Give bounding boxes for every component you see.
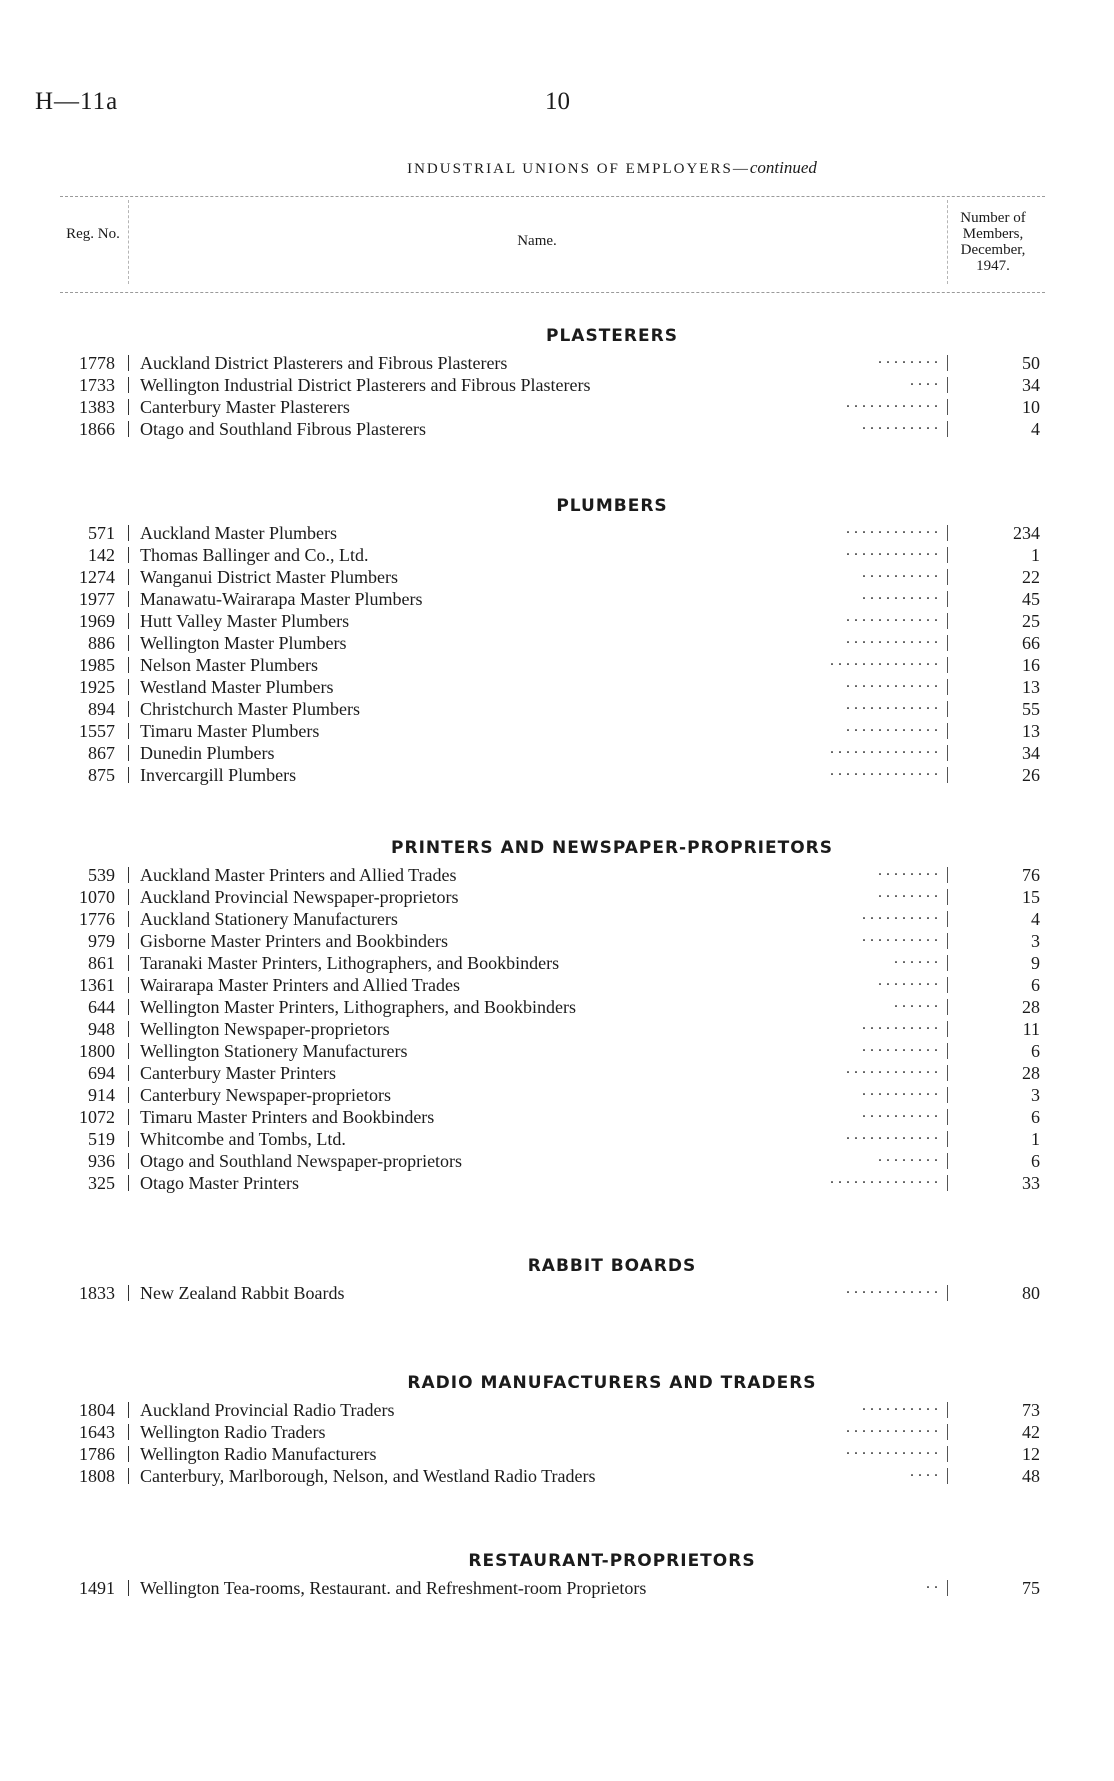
member-count: 3 — [1031, 931, 1040, 951]
member-count: 28 — [1022, 997, 1040, 1017]
column-divider — [947, 999, 948, 1015]
column-head-name: Name. — [517, 233, 557, 249]
column-divider — [947, 1424, 948, 1440]
column-divider — [128, 635, 129, 651]
column-head-reg: Reg. No. — [66, 226, 120, 242]
union-name: Taranaki Master Printers, Lithographers, and Bookbinders — [140, 953, 560, 973]
reg-number: 1643 — [79, 1422, 115, 1442]
leader-dots: . . . . . . . . . . — [862, 1397, 938, 1414]
leader-dots: . . . . . . . . — [878, 862, 938, 879]
union-name: Wellington Newspaper-proprietors — [140, 1019, 390, 1039]
leader-dots: . . . . . . . . . . . . — [846, 542, 938, 559]
table-row — [0, 418, 1114, 440]
column-divider — [947, 1131, 948, 1147]
member-count: 33 — [1022, 1173, 1040, 1193]
leader-dots: . . . . . . . . — [878, 1148, 938, 1165]
union-name: Auckland Stationery Manufacturers — [140, 909, 398, 929]
union-name: New Zealand Rabbit Boards — [140, 1283, 345, 1303]
reg-number: 1070 — [79, 887, 115, 907]
reg-number: 1985 — [79, 655, 115, 675]
page-number: 10 — [545, 88, 570, 115]
member-count: 6 — [1031, 1107, 1040, 1127]
union-name: Westland Master Plumbers — [140, 677, 334, 697]
column-divider — [128, 591, 129, 607]
reg-number: 571 — [88, 523, 115, 543]
table-row — [0, 764, 1114, 786]
union-name: Whitcombe and Tombs, Ltd. — [140, 1129, 346, 1149]
union-name: Canterbury Master Plasterers — [140, 397, 350, 417]
section-title: RESTAURANT-PROPRIETORS — [468, 1551, 756, 1571]
member-count: 12 — [1022, 1444, 1040, 1464]
member-count: 6 — [1031, 1151, 1040, 1171]
member-count: 4 — [1031, 419, 1040, 439]
column-divider — [128, 1065, 129, 1081]
column-head-members — [943, 204, 1043, 284]
member-count: 22 — [1022, 567, 1040, 587]
table-row — [0, 1282, 1114, 1304]
reg-number: 539 — [88, 865, 115, 885]
member-count: 42 — [1022, 1422, 1040, 1442]
column-divider — [128, 1580, 129, 1596]
column-divider — [947, 569, 948, 585]
leader-dots: . . . . . . . . . . . . . . — [830, 762, 938, 779]
column-divider — [947, 1580, 948, 1596]
reg-number: 979 — [88, 931, 115, 951]
leader-dots: . . . . . . . . . . . . — [846, 630, 938, 647]
column-divider — [128, 355, 129, 371]
union-name: Wanganui District Master Plumbers — [140, 567, 399, 587]
header-top-rule — [60, 196, 1045, 197]
column-divider — [128, 767, 129, 783]
member-count: 25 — [1022, 611, 1040, 631]
reg-number: 1925 — [79, 677, 115, 697]
leader-dots: . . . . . . . . . . — [862, 1038, 938, 1055]
reg-number: 948 — [88, 1019, 115, 1039]
column-divider — [128, 1402, 129, 1418]
reg-number: 867 — [88, 743, 115, 763]
header-bottom-rule — [60, 292, 1045, 293]
section — [0, 490, 1114, 786]
leader-dots: . . . . . . . . . . . . — [846, 1126, 938, 1143]
leader-dots: . . . . . . . . . . . . — [846, 1419, 938, 1436]
column-divider — [128, 867, 129, 883]
reg-number: 936 — [88, 1151, 115, 1171]
header-divider-right — [947, 200, 948, 284]
column-divider — [128, 1446, 129, 1462]
member-count: 55 — [1022, 699, 1040, 719]
reg-number: 1969 — [79, 611, 115, 631]
column-divider — [128, 911, 129, 927]
members-head-line2: Members, — [962, 226, 1024, 242]
union-name: Manawatu-Wairarapa Master Plumbers — [140, 589, 423, 609]
union-name: Wairarapa Master Printers and Allied Trades — [140, 975, 460, 995]
column-divider — [128, 547, 129, 563]
member-count: 80 — [1022, 1283, 1040, 1303]
column-divider — [947, 867, 948, 883]
reg-number: 861 — [88, 953, 115, 973]
section-title: PRINTERS AND NEWSPAPER-PROPRIETORS — [391, 838, 833, 858]
column-divider — [947, 745, 948, 761]
column-divider — [947, 635, 948, 651]
union-name: Thomas Ballinger and Co., Ltd. — [140, 545, 369, 565]
member-count: 9 — [1031, 953, 1040, 973]
column-divider — [128, 889, 129, 905]
column-divider — [947, 679, 948, 695]
leader-dots: . . . . . . . . . . — [862, 586, 938, 603]
column-divider — [128, 399, 129, 415]
leader-dots: . . . . . . . . . . . . . . — [830, 1170, 938, 1187]
column-divider — [947, 355, 948, 371]
column-divider — [947, 1402, 948, 1418]
member-count: 28 — [1022, 1063, 1040, 1083]
section — [0, 320, 1114, 440]
union-name: Nelson Master Plumbers — [140, 655, 318, 675]
leader-dots: . . . . . . . . . . . . . . — [830, 740, 938, 757]
column-divider — [947, 399, 948, 415]
union-name: Auckland District Plasterers and Fibrous Plasterers — [140, 353, 508, 373]
title-caps: INDUSTRIAL UNIONS OF EMPLOYERS— — [407, 161, 750, 177]
column-divider — [128, 1153, 129, 1169]
column-divider — [947, 977, 948, 993]
leader-dots: . . . . — [910, 372, 938, 389]
reg-number: 325 — [88, 1173, 115, 1193]
reg-number: 1804 — [79, 1400, 115, 1420]
reg-number: 1361 — [79, 975, 115, 995]
column-divider — [128, 723, 129, 739]
members-head-line4: 1947. — [976, 258, 1010, 274]
column-divider — [128, 613, 129, 629]
leader-dots: . . . . — [910, 1463, 938, 1480]
member-count: 234 — [1013, 523, 1040, 543]
leader-dots: . . . . . . — [894, 994, 938, 1011]
union-name: Otago and Southland Fibrous Plasterers — [140, 419, 426, 439]
reg-number: 1733 — [79, 375, 115, 395]
column-divider — [947, 1153, 948, 1169]
reg-number: 644 — [88, 997, 115, 1017]
leader-dots: . . . . . . . . . . . . — [846, 1441, 938, 1458]
column-divider — [947, 889, 948, 905]
leader-dots: . . . . . . . . . . . . — [846, 674, 938, 691]
column-divider — [947, 911, 948, 927]
union-name: Wellington Master Plumbers — [140, 633, 347, 653]
union-name: Invercargill Plumbers — [140, 765, 297, 785]
column-divider — [128, 1424, 129, 1440]
member-count: 10 — [1022, 397, 1040, 417]
column-divider — [128, 1043, 129, 1059]
reg-number: 1800 — [79, 1041, 115, 1061]
column-divider — [128, 1021, 129, 1037]
section-title: PLASTERERS — [546, 326, 678, 346]
reg-number: 1383 — [79, 397, 115, 417]
column-divider — [947, 1446, 948, 1462]
reg-number: 1776 — [79, 909, 115, 929]
column-divider — [947, 1021, 948, 1037]
leader-dots: . . . . . . . . . . — [862, 564, 938, 581]
column-divider — [128, 701, 129, 717]
leader-dots: . . . . . . . . — [878, 884, 938, 901]
union-name: Timaru Master Printers and Bookbinders — [140, 1107, 435, 1127]
union-name: Dunedin Plumbers — [140, 743, 275, 763]
leader-dots: . . . . . . . . . . . . — [846, 1280, 938, 1297]
column-divider — [128, 525, 129, 541]
union-name: Wellington Tea-rooms, Restaurant. and Refreshment-room Proprietors — [140, 1578, 647, 1598]
members-head-line1: Number of — [960, 210, 1026, 226]
column-divider — [947, 547, 948, 563]
section-title: RABBIT BOARDS — [527, 1256, 697, 1276]
column-divider — [128, 1131, 129, 1147]
column-divider — [128, 745, 129, 761]
column-divider — [128, 999, 129, 1015]
member-count: 66 — [1022, 633, 1040, 653]
column-divider — [947, 933, 948, 949]
column-divider — [128, 1468, 129, 1484]
reg-number: 1866 — [79, 419, 115, 439]
column-divider — [947, 955, 948, 971]
reg-number: 1808 — [79, 1466, 115, 1486]
column-divider — [947, 657, 948, 673]
leader-dots: . . . . . . . . . . — [862, 1104, 938, 1121]
section-title: PLUMBERS — [556, 496, 668, 516]
column-divider — [128, 679, 129, 695]
column-divider — [947, 1285, 948, 1301]
column-divider — [128, 421, 129, 437]
leader-dots: . . . . . . . . — [878, 972, 938, 989]
column-divider — [947, 613, 948, 629]
union-name: Wellington Radio Traders — [140, 1422, 326, 1442]
title-italic: continued — [749, 158, 817, 177]
member-count: 15 — [1022, 887, 1040, 907]
leader-dots: . . . . . . . . . . — [862, 416, 938, 433]
reg-number: 694 — [88, 1063, 115, 1083]
leader-dots: . . — [926, 1575, 938, 1592]
column-divider — [128, 955, 129, 971]
union-name: Canterbury Newspaper-proprietors — [140, 1085, 392, 1105]
union-name: Wellington Radio Manufacturers — [140, 1444, 377, 1464]
member-count: 3 — [1031, 1085, 1040, 1105]
member-count: 11 — [1022, 1019, 1040, 1039]
leader-dots: . . . . . . . . . . — [862, 928, 938, 945]
reg-number: 1072 — [79, 1107, 115, 1127]
member-count: 4 — [1031, 909, 1040, 929]
union-name: Otago and Southland Newspaper-proprietors — [140, 1151, 463, 1171]
union-name: Wellington Industrial District Plasterers and Fibrous Plasterers — [140, 375, 591, 395]
member-count: 13 — [1022, 677, 1040, 697]
union-name: Canterbury Master Printers — [140, 1063, 336, 1083]
member-count: 76 — [1022, 865, 1040, 885]
leader-dots: . . . . . . . . . . . . — [846, 608, 938, 625]
union-name: Timaru Master Plumbers — [140, 721, 320, 741]
reg-number: 519 — [88, 1129, 115, 1149]
union-name: Hutt Valley Master Plumbers — [140, 611, 350, 631]
page-reference: H—11a — [35, 88, 119, 115]
member-count: 34 — [1022, 743, 1040, 763]
leader-dots: . . . . . . . . . . . . — [846, 718, 938, 735]
column-divider — [128, 377, 129, 393]
member-count: 34 — [1022, 375, 1040, 395]
header-divider-left — [128, 200, 129, 284]
column-divider — [947, 591, 948, 607]
member-count: 1 — [1031, 545, 1040, 565]
column-divider — [947, 1175, 948, 1191]
column-divider — [128, 1285, 129, 1301]
column-divider — [947, 1109, 948, 1125]
leader-dots: . . . . . . — [894, 950, 938, 967]
table-row — [0, 1577, 1114, 1599]
table-row — [0, 1465, 1114, 1487]
union-name: Auckland Provincial Radio Traders — [140, 1400, 395, 1420]
member-count: 13 — [1022, 721, 1040, 741]
column-divider — [947, 525, 948, 541]
leader-dots: . . . . . . . . . . . . — [846, 394, 938, 411]
section-title: RADIO MANUFACTURERS AND TRADERS — [407, 1373, 817, 1393]
union-name: Auckland Master Plumbers — [140, 523, 337, 543]
column-divider — [128, 933, 129, 949]
reg-number: 914 — [88, 1085, 115, 1105]
member-count: 75 — [1022, 1578, 1040, 1598]
reg-number: 886 — [88, 633, 115, 653]
member-count: 6 — [1031, 1041, 1040, 1061]
column-divider — [947, 377, 948, 393]
column-divider — [128, 977, 129, 993]
reg-number: 142 — [88, 545, 115, 565]
union-name: Auckland Master Printers and Allied Trades — [140, 865, 457, 885]
reg-number: 1786 — [79, 1444, 115, 1464]
column-divider — [128, 569, 129, 585]
leader-dots: . . . . . . . . . . — [862, 1016, 938, 1033]
column-divider — [128, 1175, 129, 1191]
leader-dots: . . . . . . . . . . . . — [846, 520, 938, 537]
reg-number: 1833 — [79, 1283, 115, 1303]
column-divider — [947, 767, 948, 783]
member-count: 16 — [1022, 655, 1040, 675]
member-count: 6 — [1031, 975, 1040, 995]
union-name: Gisborne Master Printers and Bookbinders — [140, 931, 448, 951]
column-divider — [947, 421, 948, 437]
section — [0, 1250, 1114, 1304]
member-count: 48 — [1022, 1466, 1040, 1486]
column-divider — [128, 1087, 129, 1103]
column-divider — [947, 723, 948, 739]
reg-number: 1778 — [79, 353, 115, 373]
table-row — [0, 1172, 1114, 1194]
union-name: Wellington Master Printers, Lithographers, and Bookbinders — [140, 997, 576, 1017]
leader-dots: . . . . . . . . . . — [862, 906, 938, 923]
member-count: 1 — [1031, 1129, 1040, 1149]
leader-dots: . . . . . . . . — [878, 350, 938, 367]
section — [0, 1367, 1114, 1487]
union-name: Auckland Provincial Newspaper-proprietors — [140, 887, 459, 907]
reg-number: 1274 — [79, 567, 115, 587]
union-name: Canterbury, Marlborough, Nelson, and Westland Radio Traders — [140, 1466, 596, 1486]
column-divider — [947, 1468, 948, 1484]
column-divider — [947, 701, 948, 717]
column-divider — [128, 1109, 129, 1125]
reg-number: 1491 — [79, 1578, 115, 1598]
leader-dots: . . . . . . . . . . . . . . — [830, 652, 938, 669]
union-name: Christchurch Master Plumbers — [140, 699, 360, 719]
members-head-line3: December, — [960, 242, 1026, 258]
section — [0, 832, 1114, 1194]
column-divider — [947, 1065, 948, 1081]
reg-number: 1557 — [79, 721, 115, 741]
page-title — [0, 158, 1114, 178]
member-count: 26 — [1022, 765, 1040, 785]
union-name: Wellington Stationery Manufacturers — [140, 1041, 408, 1061]
member-count: 45 — [1022, 589, 1040, 609]
column-divider — [128, 657, 129, 673]
leader-dots: . . . . . . . . . . . . — [846, 696, 938, 713]
column-divider — [947, 1043, 948, 1059]
column-divider — [947, 1087, 948, 1103]
member-count: 73 — [1022, 1400, 1040, 1420]
section — [0, 1545, 1114, 1599]
union-name: Otago Master Printers — [140, 1173, 299, 1193]
leader-dots: . . . . . . . . . . . . — [846, 1060, 938, 1077]
reg-number: 1977 — [79, 589, 115, 609]
reg-number: 894 — [88, 699, 115, 719]
leader-dots: . . . . . . . . . . — [862, 1082, 938, 1099]
member-count: 50 — [1022, 353, 1040, 373]
reg-number: 875 — [88, 765, 115, 785]
